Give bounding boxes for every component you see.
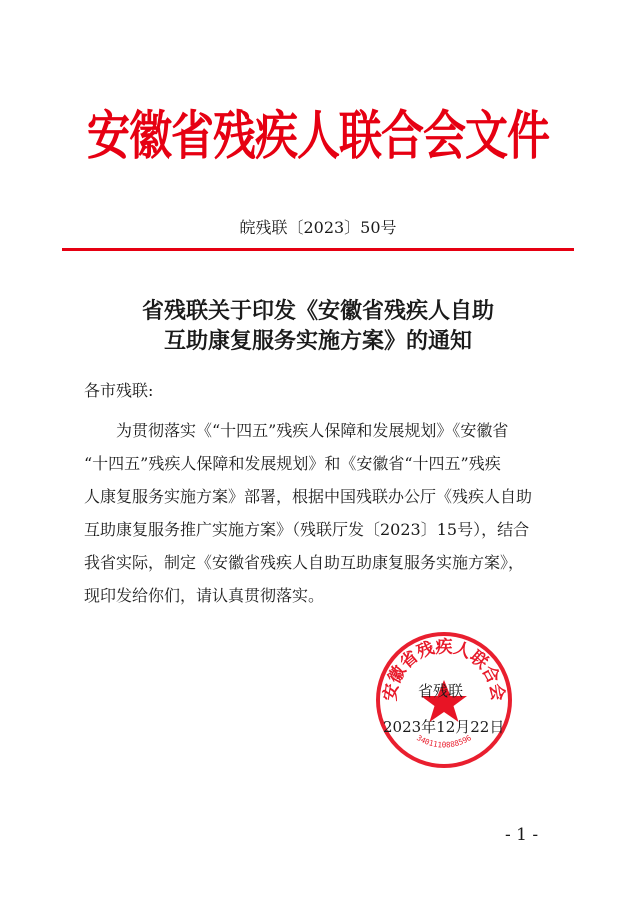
svg-text:安徽省残疾人联合会: 安徽省残疾人联合会 [380, 637, 508, 703]
body-line: 人康复服务实施方案》部署，根据中国残联办公厅《残疾人自助 [84, 487, 533, 506]
body-line: 互助康复服务推广实施方案》（残联厅发〔2023〕15号），结合 [84, 520, 530, 539]
page-number: - 1 - [505, 825, 539, 845]
body-line: “十四五”残疾人保障和发展规划》和《安徽省“十四五”残疾 [84, 454, 501, 473]
svg-text:3401110888596: 3401110888596 [415, 733, 473, 750]
notice-title [0, 296, 636, 356]
notice-title-line-1: 省残联关于印发《安徽省残疾人自助 [141, 298, 494, 324]
issuer-name: 省残联 [418, 682, 464, 700]
agency-header-title: 安徽省残疾人联合会文件 [87, 106, 549, 168]
body-line: 为贯彻落实《“十四五”残疾人保障和发展规划》《安徽省 [116, 421, 509, 440]
notice-body [84, 414, 564, 612]
addressee: 各市残联: [84, 381, 154, 400]
issue-date: 2023年12月22日 [383, 718, 505, 736]
body-line: 我省实际，制定《安徽省残疾人自助互助康复服务实施方案》， [84, 553, 525, 572]
notice-title-line-2: 互助康复服务实施方案》的通知 [163, 328, 472, 354]
document-number: 皖残联〔2023〕50号 [239, 218, 397, 237]
red-divider-line [62, 248, 574, 251]
body-line: 现印发给你们，请认真贯彻落实。 [84, 586, 325, 605]
